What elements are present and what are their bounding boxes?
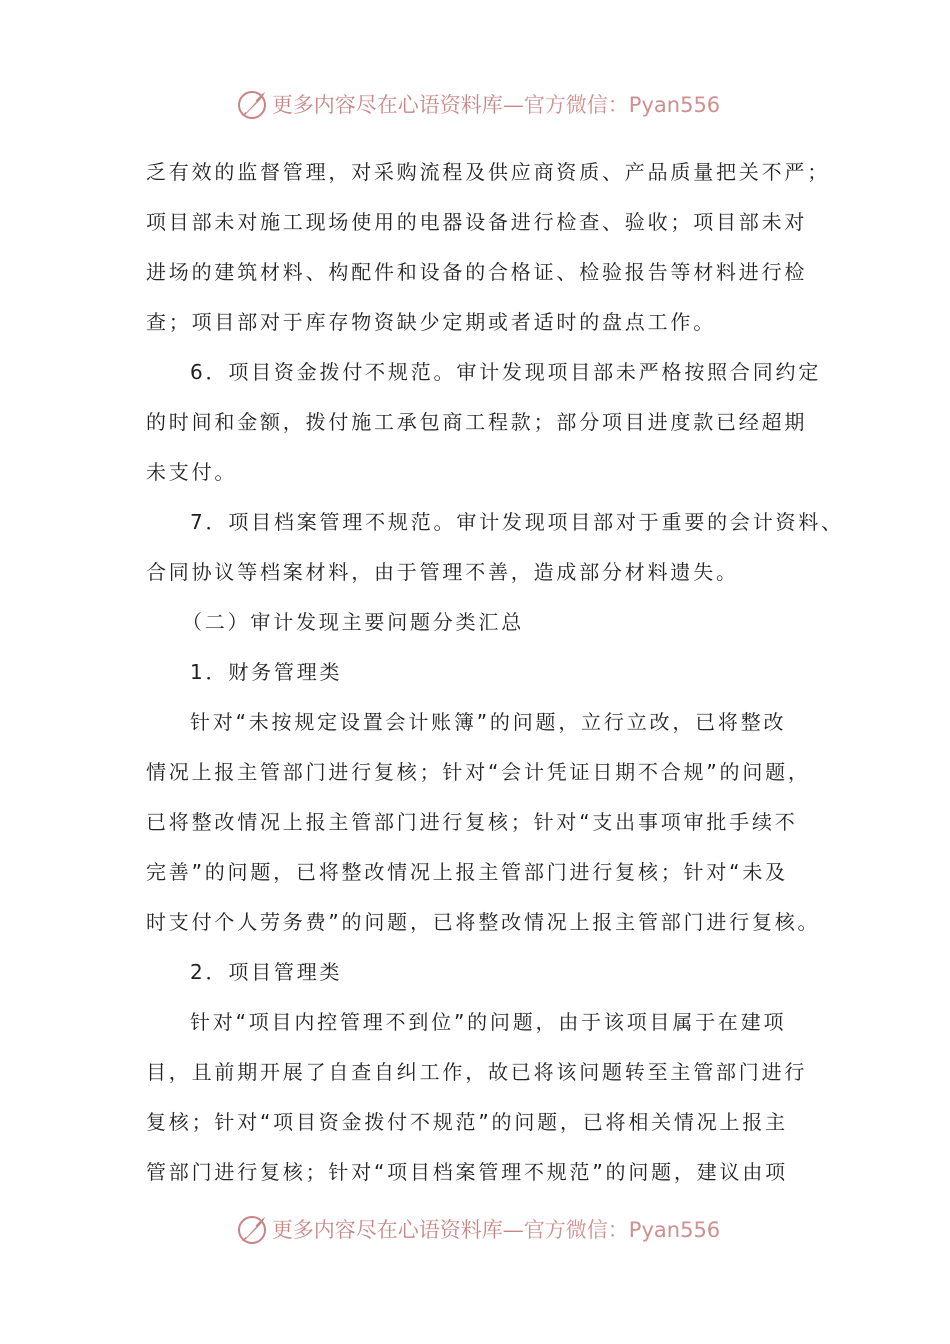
paragraph-line: 复核；针对“项目资金拨付不规范”的问题，已将相关情况上报主	[146, 1110, 788, 1134]
paragraph-line: 时支付个人劳务费”的问题，已将整改情况上报主管部门进行复核。	[146, 910, 821, 934]
paragraph-line: 针对“项目内控管理不到位”的问题，由于该项目属于在建项	[190, 1010, 787, 1034]
paragraph-line: 项目部未对施工现场使用的电器设备进行检查、验收；项目部未对	[146, 210, 808, 234]
wechat-id: 官方微信：Pyan556	[523, 1218, 721, 1242]
section-item-7: 7．项目档案管理不规范。审计发现项目部对于重要的会计资料、	[190, 510, 844, 534]
paragraph-line: 针对“未按规定设置会计账簿”的问题，立行立改，已将整改	[190, 710, 787, 734]
footer-watermark-banner	[0, 1209, 950, 1249]
paragraph-line: 情况上报主管部门进行复核；针对“会计凭证日期不合规”的问题，	[146, 760, 811, 784]
paragraph-line: 目，且前期开展了自查自纠工作，故已将该问题转至主管部门进行	[146, 1060, 808, 1084]
paragraph-line: 进场的建筑材料、构配件和设备的合格证、检验报告等材料进行检	[146, 260, 808, 284]
quill-pen-logo-icon	[236, 88, 268, 120]
paragraph-line: 乏有效的监督管理，对采购流程及供应商资质、产品质量把关不严；	[146, 160, 830, 184]
subsection-heading-project: 2．项目管理类	[190, 960, 343, 984]
section-heading: （二）审计发现主要问题分类汇总	[182, 610, 524, 634]
paragraph-line: 管部门进行复核；针对“项目档案管理不规范”的问题，建议由项	[146, 1160, 788, 1184]
wechat-id: 官方微信：Pyan556	[523, 93, 721, 117]
header-watermark-banner	[0, 84, 950, 124]
paragraph-line: 的时间和金额，拨付施工承包商工程款；部分项目进度款已经超期	[146, 410, 808, 434]
quill-pen-logo-icon	[236, 1213, 268, 1245]
subsection-heading-finance: 1．财务管理类	[190, 660, 343, 684]
paragraph-line: 完善”的问题，已将整改情况上报主管部门进行复核；针对“未及	[146, 860, 788, 884]
document-body	[146, 147, 844, 1197]
section-item-6: 6．项目资金拨付不规范。审计发现项目部未严格按照合同约定	[190, 360, 822, 384]
paragraph-line: 未支付。	[146, 460, 238, 484]
watermark-text: 更多内容尽在心语资料库—官方微信：Pyan556	[271, 93, 721, 117]
paragraph-line: 已将整改情况上报主管部门进行复核；针对“支出事项审批手续不	[146, 810, 798, 834]
paragraph-line: 查；项目部对于库存物资缺少定期或者适时的盘点工作。	[146, 310, 716, 334]
paragraph-line: 合同协议等档案材料，由于管理不善，造成部分材料遗失。	[146, 560, 739, 584]
watermark-text: 更多内容尽在心语资料库—官方微信：Pyan556	[271, 1218, 721, 1242]
